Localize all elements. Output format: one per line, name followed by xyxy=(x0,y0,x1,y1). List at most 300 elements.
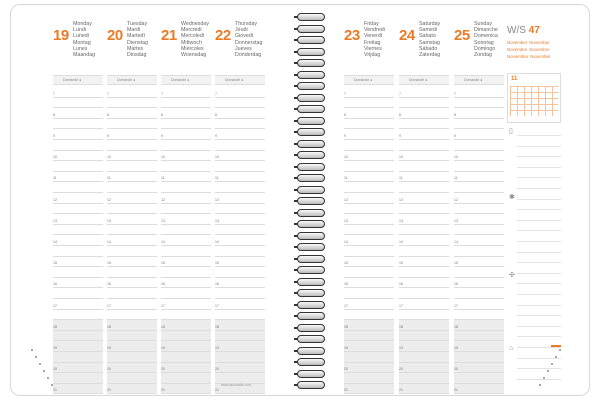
hour-row[interactable] xyxy=(344,288,394,299)
hour-row[interactable] xyxy=(53,257,103,268)
hour-row[interactable] xyxy=(454,278,504,289)
hour-row[interactable] xyxy=(344,140,394,151)
hour-row[interactable] xyxy=(399,204,449,215)
hour-row[interactable] xyxy=(215,246,265,257)
hour-row[interactable] xyxy=(53,225,103,236)
sidebar-note-line[interactable] xyxy=(517,209,561,210)
hour-row[interactable] xyxy=(215,108,265,119)
hour-label: 10 xyxy=(344,155,348,160)
hour-row[interactable] xyxy=(215,352,265,363)
hour-label: 10 xyxy=(161,155,165,160)
hour-row[interactable] xyxy=(454,331,504,342)
hour-row[interactable] xyxy=(454,320,504,331)
day-name: Zondag xyxy=(474,52,492,59)
hour-label: 12 xyxy=(344,197,348,202)
hour-row[interactable] xyxy=(454,299,504,310)
hour-row[interactable] xyxy=(215,119,265,130)
hour-row[interactable] xyxy=(344,214,394,225)
hour-label: 12 xyxy=(53,197,57,202)
hour-row[interactable] xyxy=(215,257,265,268)
hour-row[interactable] xyxy=(107,108,157,119)
hour-row[interactable] xyxy=(107,235,157,246)
spiral-coil xyxy=(297,197,325,205)
hour-label: 12 xyxy=(161,197,165,202)
day-name: Vendredi xyxy=(364,27,385,34)
hour-row[interactable] xyxy=(454,140,504,151)
spiral-coil xyxy=(297,209,325,217)
week-prefix: W/S xyxy=(507,25,526,36)
day-name: Sabato xyxy=(419,33,436,40)
hour-row[interactable] xyxy=(344,310,394,321)
hour-row[interactable] xyxy=(161,257,211,268)
hour-row[interactable] xyxy=(454,161,504,172)
hour-row[interactable] xyxy=(344,172,394,183)
hour-row[interactable] xyxy=(215,235,265,246)
sidebar-note-line[interactable] xyxy=(517,188,561,189)
hour-row[interactable] xyxy=(161,98,211,109)
hour-row[interactable] xyxy=(454,172,504,183)
hour-row[interactable] xyxy=(215,87,265,98)
hour-row[interactable] xyxy=(53,172,103,183)
hour-row[interactable] xyxy=(454,204,504,215)
sidebar-note-line[interactable] xyxy=(517,347,561,348)
notes-row[interactable] xyxy=(161,75,211,85)
hour-row[interactable] xyxy=(399,225,449,236)
hour-row[interactable] xyxy=(344,352,394,363)
hour-row[interactable] xyxy=(454,352,504,363)
notes-row-label: Domande ● xyxy=(117,78,136,82)
hour-row[interactable] xyxy=(107,341,157,352)
hour-row[interactable] xyxy=(399,278,449,289)
hour-row[interactable] xyxy=(107,193,157,204)
hour-label: 9 xyxy=(399,133,401,138)
hour-label: 14 xyxy=(454,239,458,244)
hour-row[interactable] xyxy=(344,257,394,268)
hour-row[interactable] xyxy=(454,225,504,236)
notes-row[interactable] xyxy=(215,75,265,85)
day-column[interactable] xyxy=(53,15,103,391)
hour-row[interactable] xyxy=(215,140,265,151)
sidebar-note-line[interactable] xyxy=(517,167,561,168)
day-name: Montag xyxy=(73,39,91,46)
hour-row[interactable] xyxy=(107,278,157,289)
sidebar-note-line[interactable] xyxy=(517,315,561,316)
hour-row[interactable] xyxy=(107,140,157,151)
hour-row[interactable] xyxy=(215,278,265,289)
hour-row[interactable] xyxy=(215,151,265,162)
hour-label: 8 xyxy=(107,112,109,117)
hour-row[interactable] xyxy=(344,204,394,215)
hour-row[interactable] xyxy=(215,129,265,140)
hour-row[interactable] xyxy=(454,235,504,246)
hour-row[interactable] xyxy=(107,288,157,299)
hour-row[interactable] xyxy=(161,331,211,342)
hour-row[interactable] xyxy=(161,87,211,98)
hour-row[interactable] xyxy=(161,341,211,352)
hour-row[interactable] xyxy=(107,172,157,183)
hour-row[interactable] xyxy=(161,204,211,215)
hour-row[interactable] xyxy=(161,129,211,140)
hour-label: 21 xyxy=(161,388,165,393)
hour-row[interactable] xyxy=(454,151,504,162)
hour-row[interactable] xyxy=(53,246,103,257)
spiral-coil xyxy=(297,312,325,320)
hour-row[interactable] xyxy=(454,129,504,140)
hour-row[interactable] xyxy=(53,267,103,278)
hour-row[interactable] xyxy=(161,384,211,395)
day-column[interactable] xyxy=(107,15,157,391)
hour-row[interactable] xyxy=(53,140,103,151)
hour-row[interactable] xyxy=(344,299,394,310)
hour-row[interactable] xyxy=(399,235,449,246)
hour-row[interactable] xyxy=(107,352,157,363)
hour-label: 9 xyxy=(344,133,346,138)
hour-row[interactable] xyxy=(161,225,211,236)
hour-row[interactable] xyxy=(53,331,103,342)
hour-row[interactable] xyxy=(53,182,103,193)
hour-label: 19 xyxy=(454,345,458,350)
hour-row[interactable] xyxy=(161,373,211,384)
hour-row[interactable] xyxy=(399,267,449,278)
spiral-coil xyxy=(297,71,325,79)
hour-label: 21 xyxy=(454,388,458,393)
hour-row[interactable] xyxy=(107,225,157,236)
hour-label: 10 xyxy=(53,155,57,160)
hour-row[interactable] xyxy=(454,373,504,384)
hour-row[interactable] xyxy=(53,214,103,225)
hour-row[interactable] xyxy=(399,331,449,342)
hour-row[interactable] xyxy=(344,320,394,331)
hour-row[interactable] xyxy=(161,352,211,363)
spiral-coil xyxy=(297,25,325,33)
hour-row[interactable] xyxy=(344,246,394,257)
hour-row[interactable] xyxy=(161,278,211,289)
day-name: Jueves xyxy=(235,45,252,52)
day-name: Lunedì xyxy=(73,33,90,40)
hour-label: 13 xyxy=(53,218,57,223)
hour-row[interactable] xyxy=(344,341,394,352)
spiral-coil xyxy=(297,140,325,148)
hour-row[interactable] xyxy=(344,151,394,162)
hour-row[interactable] xyxy=(161,299,211,310)
sidebar-note-line[interactable] xyxy=(517,294,561,295)
hour-row[interactable] xyxy=(215,172,265,183)
spiral-coil xyxy=(297,105,325,113)
corner-mark xyxy=(31,349,33,351)
hour-row[interactable] xyxy=(161,310,211,321)
hour-row[interactable] xyxy=(399,246,449,257)
hour-row[interactable] xyxy=(399,363,449,374)
hour-row[interactable] xyxy=(107,299,157,310)
hour-row[interactable] xyxy=(399,129,449,140)
hour-row[interactable] xyxy=(53,204,103,215)
sidebar-note-line[interactable] xyxy=(517,305,561,306)
hour-row[interactable] xyxy=(344,373,394,384)
hour-row[interactable] xyxy=(161,363,211,374)
hour-row[interactable] xyxy=(161,161,211,172)
hour-row[interactable] xyxy=(344,161,394,172)
hour-row[interactable] xyxy=(344,278,394,289)
hour-row[interactable] xyxy=(107,331,157,342)
day-name: Sunday xyxy=(474,21,492,27)
hour-row[interactable] xyxy=(344,225,394,236)
hour-row[interactable] xyxy=(344,87,394,98)
hour-row[interactable] xyxy=(454,119,504,130)
hour-row[interactable] xyxy=(53,373,103,384)
day-name: Maandag xyxy=(73,52,96,59)
hour-label: 18 xyxy=(399,324,403,329)
hour-row[interactable] xyxy=(161,214,211,225)
notes-row[interactable] xyxy=(53,75,103,85)
hour-row[interactable] xyxy=(215,363,265,374)
notes-row[interactable] xyxy=(454,75,504,85)
hour-row[interactable] xyxy=(344,119,394,130)
hour-row[interactable] xyxy=(454,341,504,352)
hour-row[interactable] xyxy=(399,299,449,310)
hour-row[interactable] xyxy=(344,363,394,374)
hour-label: 20 xyxy=(399,367,403,372)
hour-label: 9 xyxy=(107,133,109,138)
hour-row[interactable] xyxy=(53,235,103,246)
sidebar-note-line[interactable] xyxy=(517,241,561,242)
notes-row-label: Domande ● xyxy=(63,78,82,82)
day-name: Domenica xyxy=(474,33,498,40)
hour-row[interactable] xyxy=(107,204,157,215)
hour-row[interactable] xyxy=(107,161,157,172)
hour-row[interactable] xyxy=(53,108,103,119)
hour-row[interactable] xyxy=(454,267,504,278)
hour-row[interactable] xyxy=(107,310,157,321)
hour-row[interactable] xyxy=(107,129,157,140)
hour-row[interactable] xyxy=(107,151,157,162)
sidebar-note-line[interactable] xyxy=(517,199,561,200)
hour-row[interactable] xyxy=(161,182,211,193)
hour-label: 17 xyxy=(161,303,165,308)
hour-row[interactable] xyxy=(454,384,504,395)
hour-row[interactable] xyxy=(161,119,211,130)
day-name: Sonntag xyxy=(474,39,494,46)
hour-label: 10 xyxy=(215,155,219,160)
sidebar-note-line[interactable] xyxy=(517,177,561,178)
hour-row[interactable] xyxy=(454,98,504,109)
hour-row[interactable] xyxy=(454,288,504,299)
hour-row[interactable] xyxy=(161,108,211,119)
hour-row[interactable] xyxy=(399,98,449,109)
hour-row[interactable] xyxy=(215,320,265,331)
mini-calendar[interactable] xyxy=(507,73,561,123)
hour-row[interactable] xyxy=(344,182,394,193)
hour-row[interactable] xyxy=(107,373,157,384)
hour-row[interactable] xyxy=(215,299,265,310)
hour-label: 21 xyxy=(399,388,403,393)
hour-row[interactable] xyxy=(161,151,211,162)
puzzle-icon: ✣ xyxy=(509,272,515,279)
hour-row[interactable] xyxy=(215,310,265,321)
hour-row[interactable] xyxy=(344,384,394,395)
sidebar-note-line[interactable] xyxy=(517,336,561,337)
hour-row[interactable] xyxy=(215,331,265,342)
sidebar-note-line[interactable] xyxy=(517,368,561,369)
hour-row[interactable] xyxy=(215,182,265,193)
hour-row[interactable] xyxy=(399,214,449,225)
hour-row[interactable] xyxy=(399,87,449,98)
sidebar-note-line[interactable] xyxy=(517,262,561,263)
day-name: Saturday xyxy=(419,21,441,27)
hour-row[interactable] xyxy=(107,257,157,268)
hour-row[interactable] xyxy=(215,193,265,204)
day-column[interactable] xyxy=(344,15,394,391)
hour-row[interactable] xyxy=(399,320,449,331)
sidebar-note-line[interactable] xyxy=(517,135,561,136)
day-name: Mardi xyxy=(127,27,141,34)
hour-row[interactable] xyxy=(399,257,449,268)
hour-row[interactable] xyxy=(454,214,504,225)
hour-row[interactable] xyxy=(53,87,103,98)
corner-mark xyxy=(47,377,49,379)
hour-row[interactable] xyxy=(53,299,103,310)
hour-row[interactable] xyxy=(215,288,265,299)
hour-row[interactable] xyxy=(399,310,449,321)
corner-mark xyxy=(559,349,561,351)
hour-row[interactable] xyxy=(161,140,211,151)
sidebar-note-line[interactable] xyxy=(517,379,561,380)
hour-row[interactable] xyxy=(454,257,504,268)
hour-row[interactable] xyxy=(399,151,449,162)
hour-row[interactable] xyxy=(454,87,504,98)
hour-row[interactable] xyxy=(107,384,157,395)
hour-row[interactable] xyxy=(53,161,103,172)
hour-label: 16 xyxy=(161,282,165,287)
corner-mark xyxy=(35,356,37,358)
hour-row[interactable] xyxy=(399,161,449,172)
hour-row[interactable] xyxy=(53,341,103,352)
hour-row[interactable] xyxy=(399,341,449,352)
hour-row[interactable] xyxy=(53,129,103,140)
hour-row[interactable] xyxy=(107,98,157,109)
right-page xyxy=(344,15,504,391)
hour-row[interactable] xyxy=(454,363,504,374)
day-column[interactable] xyxy=(215,15,265,391)
corner-mark xyxy=(543,377,545,379)
hour-row[interactable] xyxy=(53,119,103,130)
sidebar-note-line[interactable] xyxy=(517,220,561,221)
hour-row[interactable] xyxy=(107,246,157,257)
hour-row[interactable] xyxy=(161,288,211,299)
day-name: Mercoledì xyxy=(181,33,205,40)
hour-row[interactable] xyxy=(344,193,394,204)
hour-row[interactable] xyxy=(53,352,103,363)
hour-row[interactable] xyxy=(454,182,504,193)
hour-row[interactable] xyxy=(399,193,449,204)
hour-row[interactable] xyxy=(161,172,211,183)
hour-row[interactable] xyxy=(399,373,449,384)
hour-row[interactable] xyxy=(107,267,157,278)
hour-row[interactable] xyxy=(161,235,211,246)
hour-row[interactable] xyxy=(215,204,265,215)
hour-row[interactable] xyxy=(454,193,504,204)
day-column[interactable] xyxy=(399,15,449,391)
hour-row[interactable] xyxy=(107,87,157,98)
hour-row[interactable] xyxy=(399,182,449,193)
notes-row[interactable] xyxy=(344,75,394,85)
hour-row[interactable] xyxy=(399,119,449,130)
hour-row[interactable] xyxy=(53,288,103,299)
hour-row[interactable] xyxy=(454,108,504,119)
hour-row[interactable] xyxy=(215,98,265,109)
hour-row[interactable] xyxy=(107,119,157,130)
corner-mark xyxy=(551,363,553,365)
hour-row[interactable] xyxy=(53,278,103,289)
hour-row[interactable] xyxy=(53,98,103,109)
week-sidebar xyxy=(507,15,561,391)
day-column[interactable] xyxy=(454,15,504,391)
sidebar-note-line[interactable] xyxy=(517,146,561,147)
sidebar-note-line[interactable] xyxy=(517,156,561,157)
sidebar-note-line[interactable] xyxy=(517,230,561,231)
notes-row[interactable] xyxy=(399,75,449,85)
hour-row[interactable] xyxy=(344,331,394,342)
hour-row[interactable] xyxy=(454,310,504,321)
hour-row[interactable] xyxy=(161,193,211,204)
corner-mark xyxy=(555,356,557,358)
hour-row[interactable] xyxy=(215,214,265,225)
hour-label: 20 xyxy=(215,367,219,372)
hour-row[interactable] xyxy=(344,98,394,109)
hour-row[interactable] xyxy=(53,363,103,374)
hour-row[interactable] xyxy=(344,267,394,278)
hour-row[interactable] xyxy=(454,246,504,257)
hour-row[interactable] xyxy=(399,384,449,395)
hour-row[interactable] xyxy=(215,225,265,236)
hour-row[interactable] xyxy=(215,267,265,278)
hour-row[interactable] xyxy=(161,267,211,278)
sidebar-note-line[interactable] xyxy=(517,283,561,284)
hour-label: 8 xyxy=(53,112,55,117)
hour-row[interactable] xyxy=(107,182,157,193)
hour-row[interactable] xyxy=(399,108,449,119)
hour-row[interactable] xyxy=(107,214,157,225)
sidebar-note-line[interactable] xyxy=(517,273,561,274)
hour-row[interactable] xyxy=(53,310,103,321)
hour-row[interactable] xyxy=(53,193,103,204)
hour-row[interactable] xyxy=(107,320,157,331)
hour-row[interactable] xyxy=(344,235,394,246)
sidebar-note-line[interactable] xyxy=(517,252,561,253)
hour-row[interactable] xyxy=(399,352,449,363)
hour-row[interactable] xyxy=(399,140,449,151)
sidebar-note-line[interactable] xyxy=(517,326,561,327)
hour-row[interactable] xyxy=(53,151,103,162)
hour-label: 12 xyxy=(399,197,403,202)
hour-row[interactable] xyxy=(399,172,449,183)
hour-row[interactable] xyxy=(215,161,265,172)
hour-row[interactable] xyxy=(107,363,157,374)
hour-row[interactable] xyxy=(53,320,103,331)
hour-row[interactable] xyxy=(344,108,394,119)
hour-row[interactable] xyxy=(215,341,265,352)
hour-row[interactable] xyxy=(399,288,449,299)
day-names xyxy=(419,21,440,58)
hour-row[interactable] xyxy=(161,320,211,331)
notes-row[interactable] xyxy=(107,75,157,85)
day-column[interactable] xyxy=(161,15,211,391)
hour-label: 10 xyxy=(399,155,403,160)
day-name: Dienstag xyxy=(127,39,148,46)
hour-row[interactable] xyxy=(344,129,394,140)
hour-label: 9 xyxy=(53,133,55,138)
hour-row[interactable] xyxy=(161,246,211,257)
hour-row[interactable] xyxy=(53,384,103,395)
